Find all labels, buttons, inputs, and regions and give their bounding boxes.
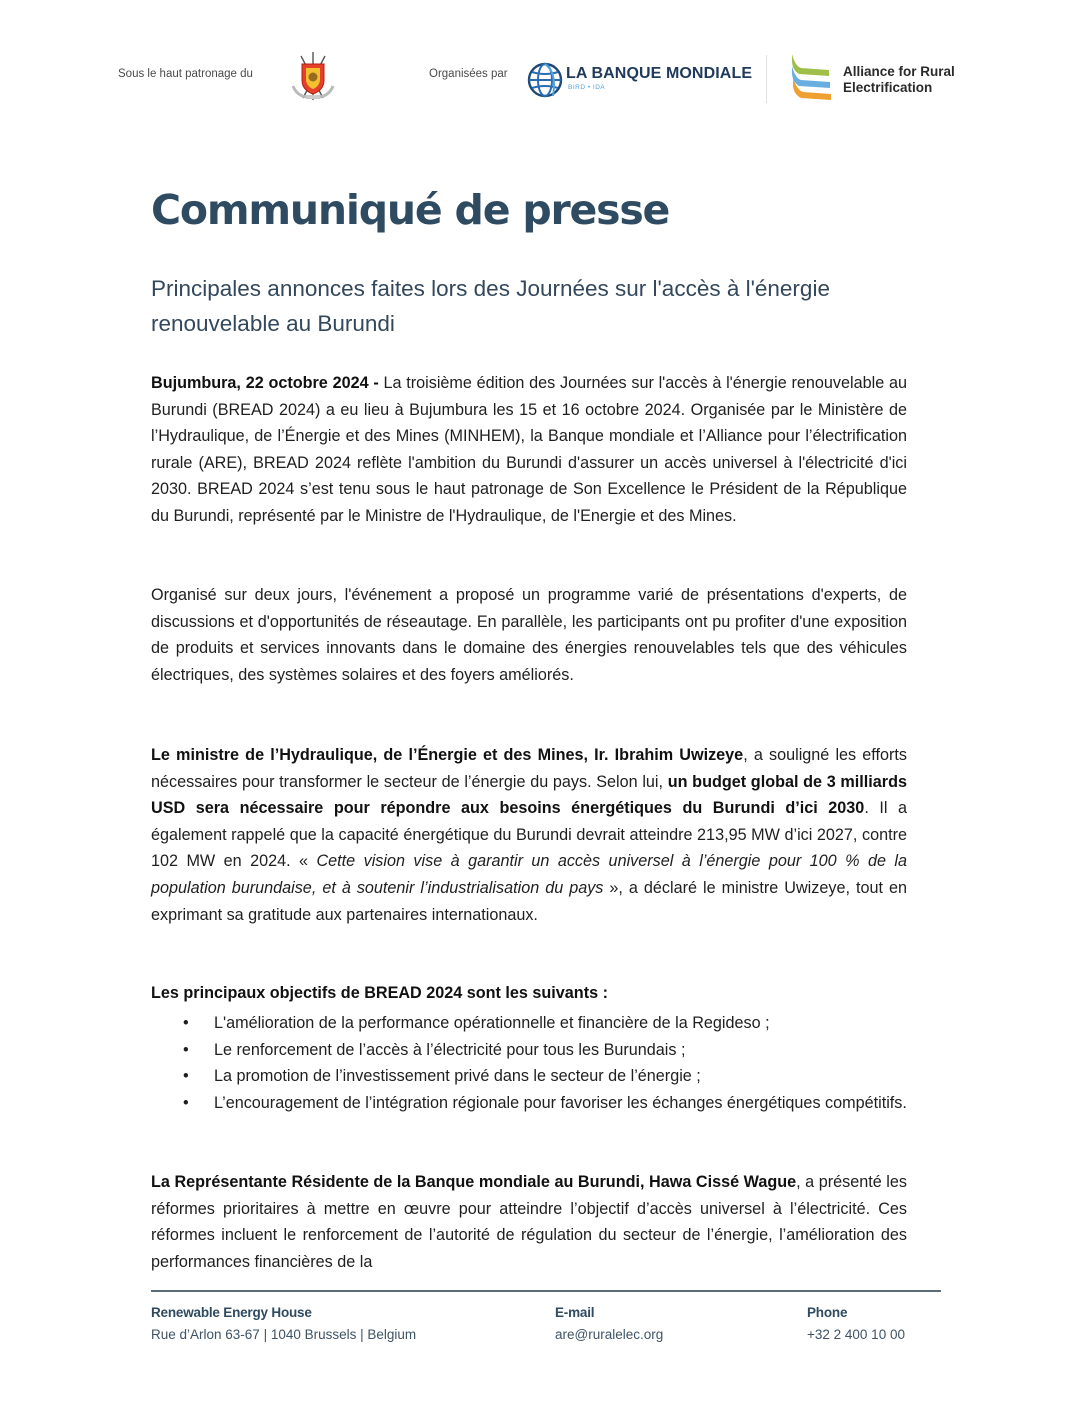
are-name-line2: Electrification bbox=[843, 79, 933, 95]
list-item bbox=[151, 1037, 907, 1064]
footer-email bbox=[555, 1305, 663, 1342]
world-bank-text: , a présenté les réformes prioritaires à mettre en œuvre pour atteindre l’objectif d’accès universel à l’électricité. Ces réformes incluent le renforcement de l’autorité de régulation du secteur de l’énergie, l’amélioration des performances financières de la bbox=[151, 1173, 907, 1271]
world-bank-subtitle: BIRD • IDA bbox=[568, 84, 606, 91]
objective-text: L'amélioration de la performance opérationnelle et financière de la Regideso ; bbox=[214, 1014, 770, 1032]
patronage-label: Sous le haut patronage du bbox=[118, 68, 253, 80]
bullet-icon: • bbox=[183, 1067, 189, 1086]
footer-divider bbox=[151, 1290, 941, 1292]
objective-text: L’encouragement de l’intégration régionale pour favoriser les échanges énergétiques compétitifs. bbox=[214, 1093, 907, 1112]
list-item bbox=[151, 1090, 907, 1117]
minister-name: Le ministre de l’Hydraulique, de l’Énergie et des Mines, Ir. Ibrahim Uwizeye bbox=[151, 746, 744, 764]
intro-text: La troisième édition des Journées sur l'accès à l'énergie renouvelable au Burundi (BREAD 2024) a eu lieu à Bujumbura les 15 et 16 octobre 2024. Organisée par le Ministère de l’Hydraulique, de l’Énergie et des Mines (MINHEM), la Banque mondiale et l’Alliance pour l’électrification rurale (ARE), BREAD 2024 reflète l'ambition du Burundi d'assurer un accès universel à l'électricité d'ici 2030. BREAD 2024 s’est tenu sous le haut patronage de Son Excellence le Président de la République du Burundi, représenté par le Ministre de l'Hydraulique, de l'Energie et des Mines. bbox=[151, 374, 907, 525]
burundi-coat-of-arms-icon bbox=[289, 50, 337, 104]
world-bank-name: LA BANQUE MONDIALE bbox=[566, 65, 753, 82]
paragraph-world-bank bbox=[151, 1169, 907, 1275]
footer-address-heading: Renewable Energy House bbox=[151, 1305, 312, 1320]
minister-text-3: », a déclaré le ministre Uwizeye, tout en exprimant sa gratitude aux partenaires internationaux. bbox=[151, 878, 907, 924]
header-divider bbox=[766, 55, 767, 103]
footer-phone bbox=[807, 1305, 905, 1342]
bullet-icon: • bbox=[183, 1014, 189, 1032]
list-item bbox=[151, 1010, 907, 1037]
footer-address bbox=[151, 1305, 416, 1342]
are-name-line1: Alliance for Rural bbox=[843, 64, 955, 79]
representative-name: La Représentante Résidente de la Banque mondiale au Burundi, Hawa Cissé Wague bbox=[151, 1173, 797, 1191]
footer-email-link[interactable]: are@ruralelec.org bbox=[555, 1327, 664, 1342]
footer-phone-heading: Phone bbox=[807, 1305, 848, 1320]
objectives-list bbox=[151, 1010, 907, 1116]
page-title: Communiqué de presse bbox=[151, 186, 670, 234]
footer-phone-value: +32 2 400 10 00 bbox=[807, 1327, 905, 1342]
paragraph-program: Organisé sur deux jours, l'événement a proposé un programme varié de présentations d'experts, de discussions et d'opportunités de réseautage. En parallèle, les participants ont pu profiter d'une exposition de produits et services innovants dans le domaine des énergies renouvelables tels que des véhicules électriques, des systèmes solaires et des foyers améliorés. bbox=[151, 586, 907, 684]
world-bank-globe-icon bbox=[527, 62, 563, 98]
objectives-heading: Les principaux objectifs de BREAD 2024 sont les suivants : bbox=[151, 984, 608, 1002]
minister-quote: Cette vision vise à garantir un accès universel à l’énergie pour 100 % de la population burundaise, et à soutenir l’industrialisation du pays bbox=[151, 852, 907, 897]
footer-address-value: Rue d’Arlon 63-67 | 1040 Brussels | Belgium bbox=[151, 1327, 417, 1342]
list-item bbox=[151, 1063, 907, 1090]
bullet-icon: • bbox=[183, 1093, 189, 1112]
page-header bbox=[0, 0, 1088, 120]
page-subtitle: Principales annonces faites lors des Journées sur l'accès à l'énergie renouvelable au Burundi bbox=[151, 276, 830, 336]
organizers-label: Organisées par bbox=[429, 68, 508, 80]
objective-text: Le renforcement de l’accès à l’électricité pour tous les Burundais ; bbox=[214, 1040, 686, 1059]
bullet-icon: • bbox=[183, 1040, 189, 1059]
footer-email-heading: E-mail bbox=[555, 1305, 595, 1320]
budget-highlight: un budget global de 3 milliards USD sera nécessaire pour répondre aux besoins énergétiques du Burundi d’ici 2030 bbox=[151, 772, 907, 818]
minister-text-2: . Il a également rappelé que la capacité énergétique du Burundi devrait atteindre 213,95 MW d’ici 2027, contre 102 MW en 2024. « bbox=[151, 799, 907, 871]
paragraph-intro bbox=[151, 370, 907, 530]
are-name bbox=[843, 64, 955, 95]
dateline: Bujumbura, 22 octobre 2024 - bbox=[151, 374, 379, 392]
paragraph-minister bbox=[151, 742, 907, 928]
objective-text: La promotion de l’investissement privé dans le secteur de l’énergie ; bbox=[214, 1067, 701, 1086]
are-stripes-icon bbox=[789, 52, 833, 100]
minister-text-1: , a souligné les efforts nécessaires pour transformer le secteur de l’énergie du pays. Selon lui, bbox=[151, 746, 907, 791]
